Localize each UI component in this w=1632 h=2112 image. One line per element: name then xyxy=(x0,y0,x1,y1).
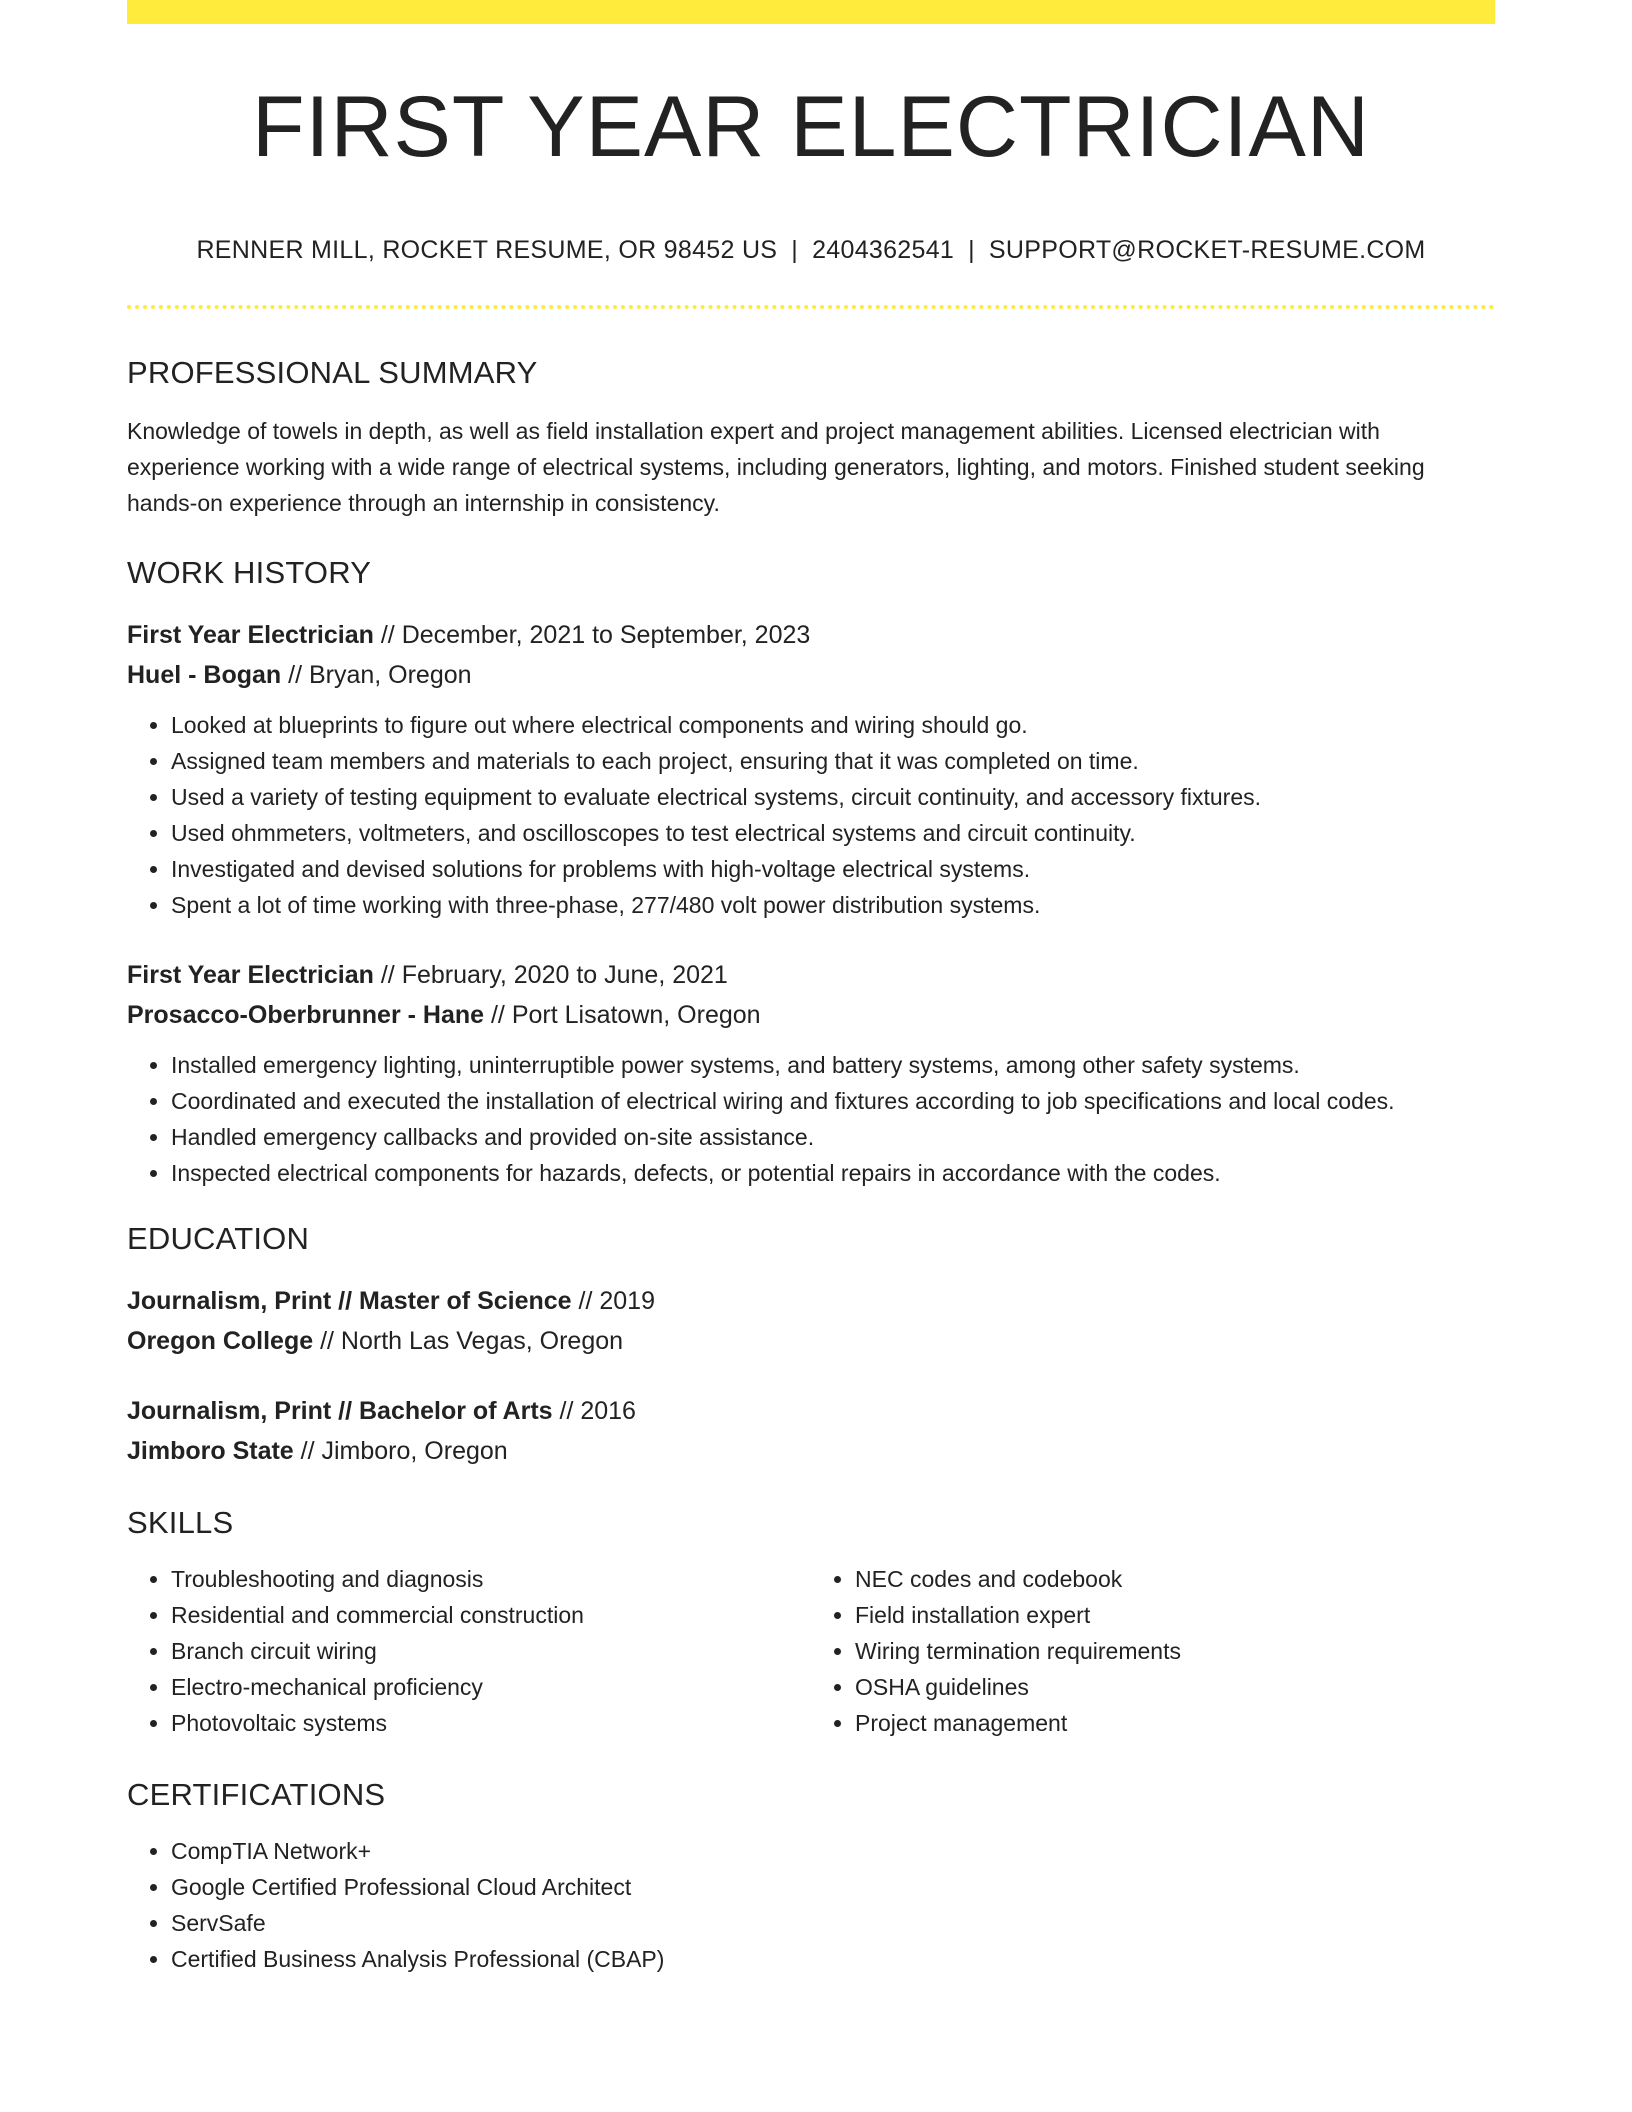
list-item: • OSHA guidelines xyxy=(855,1669,1495,1705)
job-location: // Port Lisatown, Oregon xyxy=(484,1001,761,1029)
job-role: First Year Electrician xyxy=(127,961,374,989)
contact-email: SUPPORT@ROCKET-RESUME.COM xyxy=(988,236,1426,264)
list-item: • Assigned team members and materials to each project, ensuring that it was completed on time. xyxy=(171,743,1495,779)
job-company-line xyxy=(127,995,1495,1035)
job-entry xyxy=(127,615,1495,923)
education-degree-line xyxy=(127,1391,1495,1431)
job-dates: // February, 2020 to June, 2021 xyxy=(373,961,728,989)
contact-address: RENNER MILL, ROCKET RESUME, OR 98452 US xyxy=(196,236,778,264)
education-entry xyxy=(127,1391,1495,1471)
list-item: • Photovoltaic systems xyxy=(171,1705,811,1741)
summary-text: Knowledge of towels in depth, as well as field installation expert and project management abilities. Licensed electrician with experience working with a wide range of electrical systems, including generators, lighting, and motors. Finished student seeking hands-on experience through an internship in consistency. xyxy=(127,418,1425,516)
list-item: • Coordinated and executed the installation of electrical wiring and fixtures according to job specifications and local codes. xyxy=(171,1083,1495,1119)
list-item: • Google Certified Professional Cloud Architect xyxy=(171,1869,1495,1905)
education-school: Jimboro State xyxy=(127,1437,294,1465)
contact-separator: | xyxy=(968,236,975,264)
education-degree: Journalism, Print // Bachelor of Arts xyxy=(127,1397,553,1425)
work-history-heading: WORK HISTORY xyxy=(127,555,372,590)
education-degree-line xyxy=(127,1281,1495,1321)
job-entry xyxy=(127,955,1495,1191)
list-item: • Looked at blueprints to figure out where electrical components and wiring should go. xyxy=(171,707,1495,743)
skills-columns xyxy=(127,1561,1495,1741)
list-item: • Field installation expert xyxy=(855,1597,1495,1633)
dotted-divider xyxy=(127,305,1495,309)
contact-line xyxy=(127,236,1495,265)
list-item: • Project management xyxy=(855,1705,1495,1741)
education-year: // 2019 xyxy=(571,1287,655,1315)
list-item: • Certified Business Analysis Professional (CBAP) xyxy=(171,1941,1495,1977)
education-heading: EDUCATION xyxy=(127,1221,310,1256)
accent-top-bar xyxy=(127,0,1495,24)
skills-heading: SKILLS xyxy=(127,1505,234,1540)
job-company-line xyxy=(127,655,1495,695)
list-item: • ServSafe xyxy=(171,1905,1495,1941)
list-item: • Installed emergency lighting, uninterruptible power systems, and battery systems, among other safety systems. xyxy=(171,1047,1495,1083)
list-item: • Spent a lot of time working with three-phase, 277/480 volt power distribution systems. xyxy=(171,887,1495,923)
education-school-line xyxy=(127,1321,1495,1361)
job-bullet-list xyxy=(127,707,1495,923)
certifications-heading: CERTIFICATIONS xyxy=(127,1777,386,1812)
certifications-list xyxy=(127,1833,1495,1977)
job-role-line xyxy=(127,615,1495,655)
education-location: // North Las Vegas, Oregon xyxy=(313,1327,624,1355)
list-item: • Used ohmmeters, voltmeters, and oscilloscopes to test electrical systems and circuit continuity. xyxy=(171,815,1495,851)
job-company: Prosacco-Oberbrunner - Hane xyxy=(127,1001,485,1029)
education-degree: Journalism, Print // Master of Science xyxy=(127,1287,572,1315)
education-year: // 2016 xyxy=(552,1397,636,1425)
summary-heading: PROFESSIONAL SUMMARY xyxy=(127,355,538,390)
list-item: • Investigated and devised solutions for problems with high-voltage electrical systems. xyxy=(171,851,1495,887)
education-entry xyxy=(127,1281,1495,1361)
list-item: • Used a variety of testing equipment to evaluate electrical systems, circuit continuity, and accessory fixtures. xyxy=(171,779,1495,815)
resume-page xyxy=(127,0,1495,1977)
job-company: Huel - Bogan xyxy=(127,661,282,689)
education-location: // Jimboro, Oregon xyxy=(293,1437,508,1465)
list-item: • Branch circuit wiring xyxy=(171,1633,811,1669)
skills-list-left xyxy=(127,1561,811,1741)
list-item: • CompTIA Network+ xyxy=(171,1833,1495,1869)
job-location: // Bryan, Oregon xyxy=(281,661,472,689)
job-bullet-list xyxy=(127,1047,1495,1191)
education-school-line xyxy=(127,1431,1495,1471)
list-item: • NEC codes and codebook xyxy=(855,1561,1495,1597)
resume-title: FIRST YEAR ELECTRICIAN xyxy=(252,79,1370,175)
list-item: • Wiring termination requirements xyxy=(855,1633,1495,1669)
skills-list-right xyxy=(811,1561,1495,1741)
list-item: • Residential and commercial construction xyxy=(171,1597,811,1633)
list-item: • Handled emergency callbacks and provided on-site assistance. xyxy=(171,1119,1495,1155)
list-item: • Inspected electrical components for hazards, defects, or potential repairs in accordance with the codes. xyxy=(171,1155,1495,1191)
job-role-line xyxy=(127,955,1495,995)
contact-phone: 2404362541 xyxy=(812,236,955,264)
job-dates: // December, 2021 to September, 2023 xyxy=(373,621,811,649)
list-item: • Electro-mechanical proficiency xyxy=(171,1669,811,1705)
list-item: • Troubleshooting and diagnosis xyxy=(171,1561,811,1597)
job-role: First Year Electrician xyxy=(127,621,374,649)
education-school: Oregon College xyxy=(127,1327,314,1355)
contact-separator: | xyxy=(791,236,799,264)
